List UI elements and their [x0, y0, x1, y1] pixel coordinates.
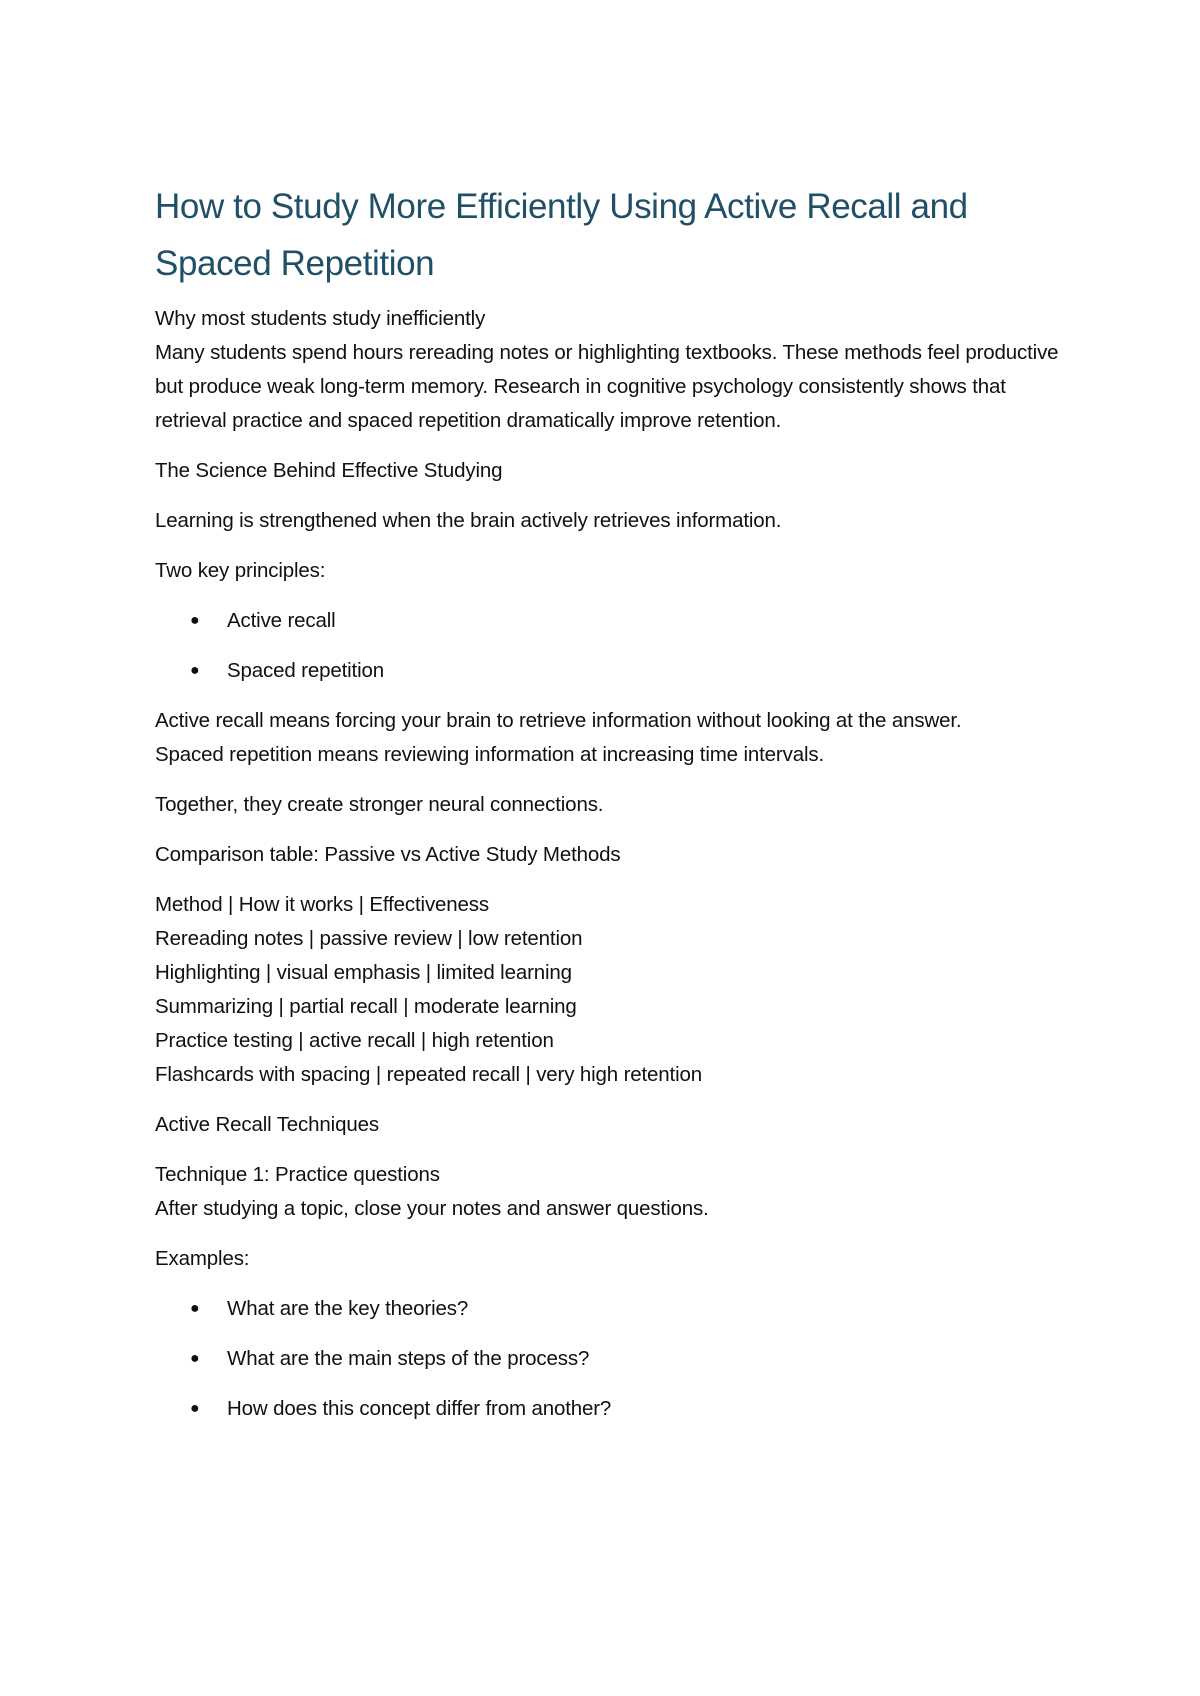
examples-list — [155, 1292, 1075, 1426]
science-heading: The Science Behind Effective Studying — [155, 459, 503, 482]
technique-1-description: After studying a topic, close your notes and answer questions. — [155, 1197, 709, 1220]
example-text: How does this concept differ from another? — [227, 1397, 612, 1420]
bullet-icon: ● — [190, 1350, 200, 1367]
list-item — [155, 1392, 1075, 1426]
principles-list — [155, 604, 1075, 688]
bullet-icon: ● — [190, 662, 200, 679]
principles-intro: Two key principles: — [155, 559, 326, 582]
table-row: Summarizing | partial recall | moderate learning — [155, 995, 577, 1018]
intro-heading: Why most students study inefficiently — [155, 307, 486, 330]
active-recall-definition: Active recall means forcing your brain to retrieve information without looking at the answer. — [155, 709, 962, 732]
list-item — [155, 604, 1075, 638]
table-row: Rereading notes | passive review | low retention — [155, 927, 583, 950]
intro-paragraph: Many students spend hours rereading notes or highlighting textbooks. These methods feel productive but produce weak long-term memory. Research in cognitive psychology consistently shows that retrieval practice and spaced repetition dramatically improve retention. — [155, 341, 1059, 432]
technique-1-title: Technique 1: Practice questions — [155, 1163, 440, 1186]
page-title: How to Study More Efficiently Using Active Recall and Spaced Repetition — [155, 187, 968, 283]
example-text: What are the main steps of the process? — [227, 1347, 590, 1370]
spaced-repetition-definition: Spaced repetition means reviewing information at increasing time intervals. — [155, 743, 825, 766]
examples-intro: Examples: — [155, 1247, 250, 1270]
principle-text: Active recall — [227, 609, 336, 632]
table-row: Method | How it works | Effectiveness — [155, 893, 489, 916]
bullet-icon: ● — [190, 612, 200, 629]
techniques-heading: Active Recall Techniques — [155, 1113, 379, 1136]
list-item — [155, 1292, 1075, 1326]
document-page — [155, 178, 1075, 1442]
together-statement: Together, they create stronger neural connections. — [155, 793, 604, 816]
intro-section — [155, 302, 1075, 438]
table-row: Highlighting | visual emphasis | limited learning — [155, 961, 572, 984]
bullet-icon: ● — [190, 1400, 200, 1417]
definitions-section — [155, 704, 1075, 772]
table-row: Practice testing | active recall | high retention — [155, 1029, 554, 1052]
comparison-heading: Comparison table: Passive vs Active Study Methods — [155, 843, 621, 866]
example-text: What are the key theories? — [227, 1297, 469, 1320]
comparison-table-text — [155, 888, 1075, 1092]
principle-text: Spaced repetition — [227, 659, 385, 682]
bullet-icon: ● — [190, 1300, 200, 1317]
list-item — [155, 654, 1075, 688]
table-row: Flashcards with spacing | repeated recall | very high retention — [155, 1063, 703, 1086]
list-item — [155, 1342, 1075, 1376]
technique-1-section — [155, 1158, 1075, 1226]
learning-statement: Learning is strengthened when the brain actively retrieves information. — [155, 509, 782, 532]
